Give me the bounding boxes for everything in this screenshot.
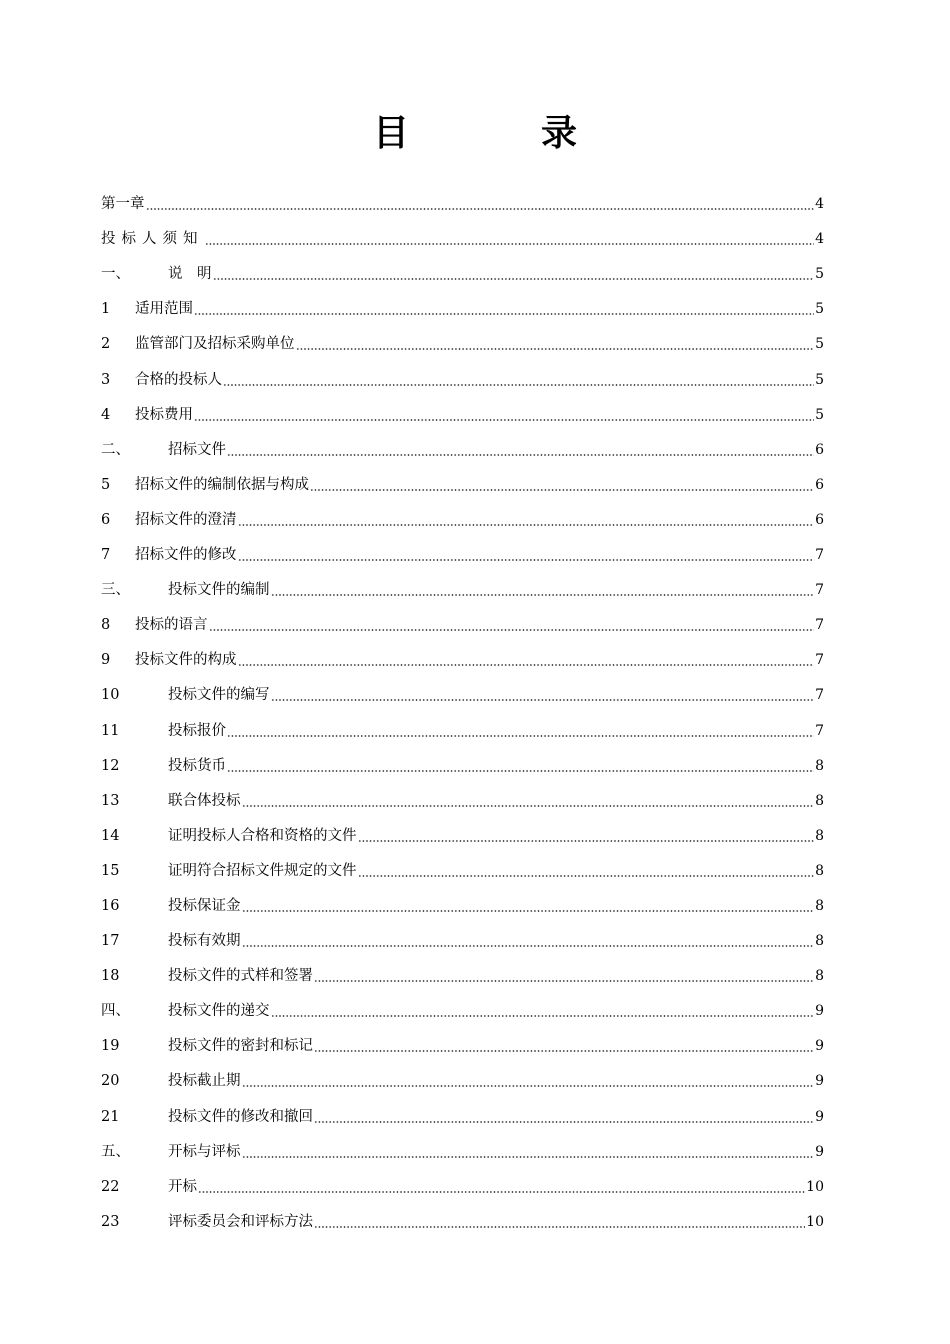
toc-dot-leader — [314, 980, 814, 982]
toc-entry-title: 投标报价 — [168, 722, 226, 739]
table-of-contents — [101, 178, 824, 1231]
toc-entry-title: 投标文件的编写 — [168, 687, 270, 704]
toc-entry[interactable] — [101, 704, 824, 739]
toc-dot-leader — [146, 208, 815, 210]
toc-entry-number: 21 — [101, 1108, 120, 1125]
toc-entry-page: 5 — [815, 266, 824, 283]
toc-entry-page: 7 — [815, 652, 824, 669]
toc-dot-leader — [227, 770, 814, 772]
toc-entry[interactable] — [101, 389, 824, 424]
toc-entry-number: 2 — [101, 336, 111, 353]
toc-entry-page: 7 — [815, 547, 824, 564]
toc-entry[interactable] — [101, 1020, 824, 1055]
toc-entry-page: 8 — [815, 792, 824, 809]
toc-entry[interactable] — [101, 248, 824, 283]
toc-entry-title: 投标文件的构成 — [135, 652, 237, 669]
toc-entry-number: 13 — [101, 792, 120, 809]
toc-entry[interactable] — [101, 353, 824, 388]
toc-entry[interactable] — [101, 845, 824, 880]
toc-entry-number: 23 — [101, 1213, 120, 1230]
toc-entry-number: 12 — [101, 757, 120, 774]
toc-entry[interactable] — [101, 1090, 824, 1125]
toc-entry[interactable] — [101, 213, 824, 248]
toc-entry-page: 8 — [815, 933, 824, 950]
toc-entry[interactable] — [101, 1055, 824, 1090]
toc-dot-leader — [227, 454, 814, 456]
toc-entry[interactable] — [101, 669, 824, 704]
toc-entry-title: 投标费用 — [135, 406, 193, 423]
toc-entry-page: 5 — [815, 301, 824, 318]
toc-entry-number: 19 — [101, 1038, 120, 1055]
toc-dot-leader — [242, 805, 815, 807]
toc-entry-title: 说 明 — [168, 266, 212, 283]
toc-entry-title: 招标文件的修改 — [135, 547, 237, 564]
toc-entry-number: 22 — [101, 1178, 120, 1195]
toc-entry-number: 四、 — [101, 1003, 130, 1020]
toc-entry-number: 7 — [101, 547, 111, 564]
toc-entry[interactable] — [101, 775, 824, 810]
toc-entry-title: 证明投标人合格和资格的文件 — [168, 827, 357, 844]
toc-dot-leader — [223, 384, 814, 386]
toc-entry[interactable] — [101, 985, 824, 1020]
toc-dot-leader — [271, 1015, 815, 1017]
toc-entry-page: 6 — [815, 441, 824, 458]
toc-entry-title: 评标委员会和评标方法 — [168, 1213, 313, 1230]
toc-entry[interactable] — [101, 494, 824, 529]
toc-entry-page: 7 — [815, 582, 824, 599]
toc-entry-number: 二、 — [101, 441, 130, 458]
toc-entry-number: 4 — [101, 406, 111, 423]
toc-entry-title: 投标文件的编制 — [168, 582, 270, 599]
toc-entry-title: 第一章 — [101, 196, 145, 213]
toc-entry-page: 8 — [815, 757, 824, 774]
toc-dot-leader — [358, 840, 815, 842]
toc-entry-title: 投标文件的式样和签署 — [168, 968, 313, 985]
toc-dot-leader — [271, 594, 815, 596]
toc-entry[interactable] — [101, 880, 824, 915]
toc-entry-page: 6 — [815, 511, 824, 528]
page-title: 目 录 — [372, 112, 625, 154]
toc-entry-page: 5 — [815, 336, 824, 353]
toc-entry[interactable] — [101, 459, 824, 494]
toc-entry-page: 10 — [806, 1213, 824, 1230]
toc-entry-title: 投标保证金 — [168, 897, 241, 914]
toc-entry-title: 投标文件的修改和撤回 — [168, 1108, 313, 1125]
toc-entry-number: 6 — [101, 511, 111, 528]
toc-entry[interactable] — [101, 178, 824, 213]
toc-entry[interactable] — [101, 1126, 824, 1161]
toc-entry-page: 5 — [815, 406, 824, 423]
toc-dot-leader — [242, 910, 815, 912]
toc-entry-number: 11 — [101, 722, 120, 739]
toc-entry-title: 开标 — [168, 1178, 197, 1195]
toc-entry-number: 一、 — [101, 266, 130, 283]
toc-dot-leader — [198, 1191, 805, 1193]
toc-dot-leader — [194, 313, 814, 315]
toc-dot-leader — [213, 278, 815, 280]
toc-entry-title: 招标文件的编制依据与构成 — [135, 476, 309, 493]
toc-dot-leader — [209, 629, 815, 631]
toc-dot-leader — [238, 664, 815, 666]
toc-dot-leader — [271, 699, 815, 701]
toc-entry-number: 20 — [101, 1073, 120, 1090]
toc-entry[interactable] — [101, 599, 824, 634]
toc-entry-title: 投标截止期 — [168, 1073, 241, 1090]
toc-dot-leader — [242, 1156, 815, 1158]
toc-entry-number: 10 — [101, 687, 120, 704]
toc-entry-page: 9 — [815, 1003, 824, 1020]
toc-dot-leader — [194, 419, 814, 421]
toc-entry[interactable] — [101, 283, 824, 318]
toc-entry-title: 联合体投标 — [168, 792, 241, 809]
toc-entry-page: 8 — [815, 968, 824, 985]
toc-entry-title: 招标文件的澄清 — [135, 511, 237, 528]
toc-entry-number: 5 — [101, 476, 111, 493]
toc-entry-page: 7 — [815, 687, 824, 704]
toc-entry-number: 18 — [101, 968, 120, 985]
toc-dot-leader — [314, 1226, 805, 1228]
toc-entry[interactable] — [101, 740, 824, 775]
toc-entry[interactable] — [101, 810, 824, 845]
toc-entry-title: 合格的投标人 — [135, 371, 222, 388]
toc-dot-leader — [310, 489, 814, 491]
toc-entry-page: 6 — [815, 476, 824, 493]
toc-dot-leader — [227, 735, 814, 737]
toc-dot-leader — [205, 243, 815, 245]
toc-dot-leader — [238, 524, 815, 526]
toc-entry-page: 5 — [815, 371, 824, 388]
toc-entry-page: 7 — [815, 722, 824, 739]
toc-entry-title: 投标文件的密封和标记 — [168, 1038, 313, 1055]
toc-entry-number: 三、 — [101, 582, 130, 599]
toc-entry-page: 4 — [815, 196, 824, 213]
toc-entry[interactable] — [101, 318, 824, 353]
toc-entry-page: 9 — [815, 1108, 824, 1125]
toc-entry-number: 17 — [101, 933, 120, 950]
toc-entry-page: 10 — [806, 1178, 824, 1195]
toc-entry-page: 8 — [815, 897, 824, 914]
toc-entry-number: 9 — [101, 652, 111, 669]
toc-entry-number: 14 — [101, 827, 120, 844]
toc-entry-title: 证明符合招标文件规定的文件 — [168, 862, 357, 879]
toc-entry[interactable] — [101, 529, 824, 564]
toc-entry-page: 8 — [815, 827, 824, 844]
toc-dot-leader — [296, 348, 815, 350]
toc-entry-number: 3 — [101, 371, 111, 388]
toc-entry-number: 1 — [101, 301, 111, 318]
toc-entry-number: 16 — [101, 897, 120, 914]
toc-entry[interactable] — [101, 1196, 824, 1231]
toc-dot-leader — [314, 1050, 814, 1052]
toc-dot-leader — [242, 945, 815, 947]
toc-entry[interactable] — [101, 1161, 824, 1196]
toc-entry[interactable] — [101, 634, 824, 669]
toc-entry-page: 9 — [815, 1143, 824, 1160]
toc-entry[interactable] — [101, 424, 824, 459]
toc-dot-leader — [242, 1085, 815, 1087]
toc-entry-title: 投标的语言 — [135, 617, 208, 634]
toc-dot-leader — [358, 875, 815, 877]
toc-entry-page: 7 — [815, 617, 824, 634]
toc-entry-title: 投标人须知 — [101, 231, 204, 248]
toc-entry[interactable] — [101, 564, 824, 599]
toc-entry-title: 投标有效期 — [168, 933, 241, 950]
toc-entry-page: 9 — [815, 1038, 824, 1055]
toc-entry-page: 9 — [815, 1073, 824, 1090]
toc-entry-number: 8 — [101, 617, 111, 634]
toc-entry[interactable] — [101, 950, 824, 985]
toc-entry-title: 开标与评标 — [168, 1143, 241, 1160]
toc-dot-leader — [314, 1121, 814, 1123]
toc-entry-page: 8 — [815, 862, 824, 879]
toc-entry-number: 五、 — [101, 1143, 130, 1160]
toc-entry-title: 投标文件的递交 — [168, 1003, 270, 1020]
toc-entry-page: 4 — [815, 231, 824, 248]
toc-entry[interactable] — [101, 915, 824, 950]
toc-entry-title: 适用范围 — [135, 301, 193, 318]
toc-entry-title: 投标货币 — [168, 757, 226, 774]
toc-entry-title: 监管部门及招标采购单位 — [135, 336, 295, 353]
toc-entry-number: 15 — [101, 862, 120, 879]
toc-dot-leader — [238, 559, 815, 561]
toc-entry-title: 招标文件 — [168, 441, 226, 458]
